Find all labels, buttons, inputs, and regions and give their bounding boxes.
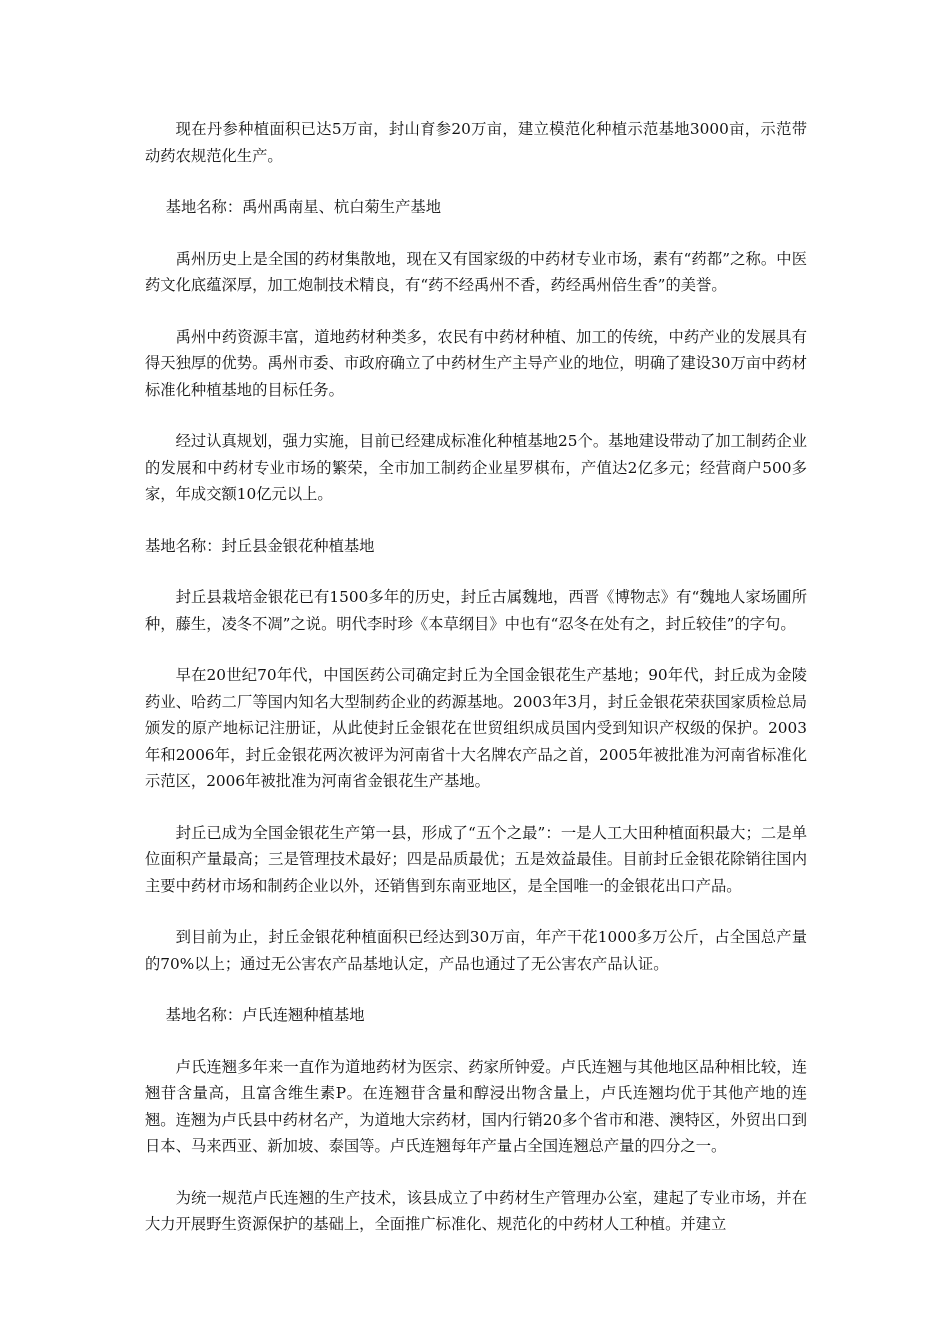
paragraph-fengqiu-development: 早在20世纪70年代，中国医药公司确定封丘为全国金银花生产基地；90年代，封丘成为金陵药业、哈药二厂等国内知名大型制药企业的药源基地。2003年3月，封丘金银花荣获国家质检总局颁发的原产地标记注册证，从此使封丘金银花在世贸组织成员国内受到知识产权级的保护。2003年和2006年，封丘金银花两次被评为河南省十大名牌农产品之首，2005年被批准为河南省标准化示范区，2006年被批准为河南省金银花生产基地。 bbox=[145, 666, 807, 790]
paragraph-yuzhou-planning: 经过认真规划，强力实施，目前已经建成标准化种植基地25个。基地建设带动了加工制药企业的发展和中药材专业市场的繁荣，全市加工制药企业星罗棋布，产值达2亿多元；经营商户500多家，年成交额10亿元以上。 bbox=[145, 432, 807, 503]
paragraph-lushi-standardization: 为统一规范卢氏连翘的生产技术，该县成立了中药材生产管理办公室，建起了专业市场，并在大力开展野生资源保护的基础上，全面推广标准化、规范化的中药材人工种植。并建立 bbox=[145, 1188, 807, 1233]
paragraph-fengqiu-history: 封丘县栽培金银花已有1500多年的历史，封丘古属魏地，西晋《博物志》有“魏地人家场圃所种，藤生，凌冬不凋”之说。明代李时珍《本草纲目》中也有“忍冬在处有之，封丘较佳”的字句。 bbox=[145, 588, 807, 633]
base-heading-yuzhou: 基地名称：禹州禹南星、杭白菊生产基地 bbox=[165, 198, 441, 216]
paragraph-danshen-area: 现在丹参种植面积已达5万亩，封山育参20万亩，建立模范化种植示范基地3000亩，示范带动药农规范化生产。 bbox=[145, 120, 807, 165]
base-heading-fengqiu: 基地名称：封丘县金银花种植基地 bbox=[145, 536, 375, 555]
paragraph-lushi-forsythia: 卢氏连翘多年来一直作为道地药材为医宗、药家所钟爱。卢氏连翘与其他地区品种相比较，连翘苷含量高，且富含维生素P。在连翘苷含量和醇浸出物含量上，卢氏连翘均优于其他产地的连翘。连翘为卢氏县中药材名产，为道地大宗药材，国内行销20多个省市和港、澳特区，外贸出口到日本、马来西亚、新加坡、泰国等。卢氏连翘每年产量占全国连翘总产量的四分之一。 bbox=[145, 1057, 807, 1155]
base-heading-lushi: 基地名称：卢氏连翘种植基地 bbox=[165, 1006, 365, 1024]
paragraph-fengqiu-output: 到目前为止，封丘金银花种植面积已经达到30万亩，年产干花1000多万公斤，占全国总产量的70%以上；通过无公害农产品基地认定，产品也通过了无公害农产品认证。 bbox=[145, 928, 807, 973]
document-page bbox=[145, 116, 807, 1238]
paragraph-yuzhou-resources: 禹州中药资源丰富，道地药材种类多，农民有中药材种植、加工的传统，中药产业的发展具有得天独厚的优势。禹州市委、市政府确立了中药材生产主导产业的地位，明确了建设30万亩中药材标准化种植基地的目标任务。 bbox=[145, 327, 807, 399]
paragraph-yuzhou-history: 禹州历史上是全国的药材集散地，现在又有国家级的中药材专业市场，素有“药都”之称。中医药文化底蕴深厚，加工炮制技术精良，有“药不经禹州不香，药经禹州倍生香”的美誉。 bbox=[145, 249, 807, 294]
paragraph-fengqiu-five-bests: 封丘已成为全国金银花生产第一县，形成了“五个之最”：一是人工大田种植面积最大；二是单位面积产量最高；三是管理技术最好；四是品质最优；五是效益最佳。目前封丘金银花除销往国内主要中药材市场和制药企业以外，还销售到东南亚地区，是全国唯一的金银花出口产品。 bbox=[145, 823, 807, 895]
